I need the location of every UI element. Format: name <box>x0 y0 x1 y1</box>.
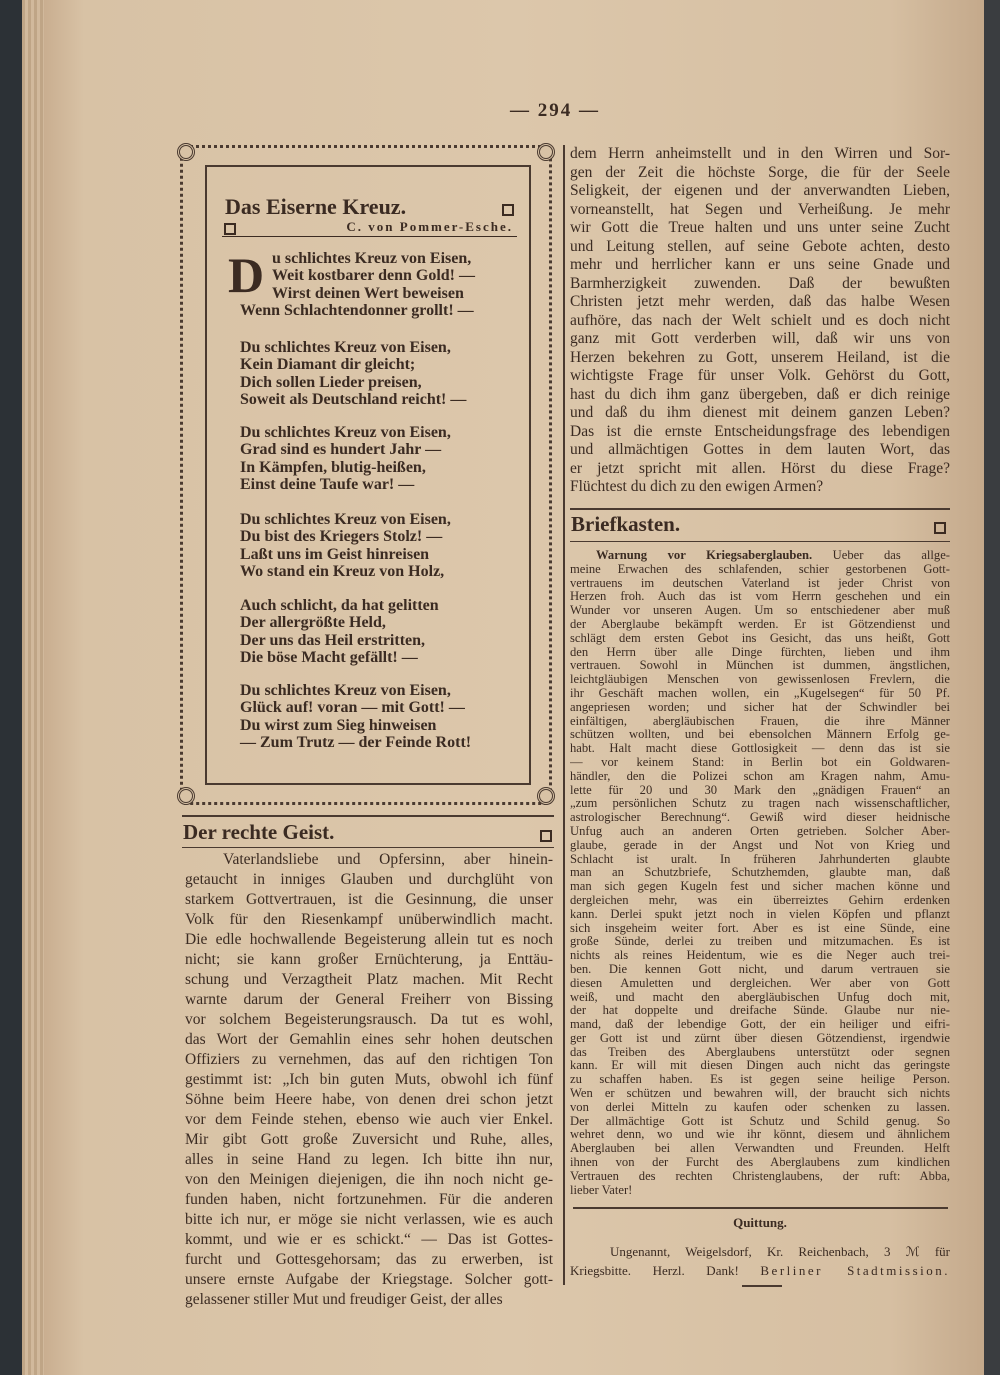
text-line: von den Meinigen diejenigen, die ihn noch nicht ge- <box>185 1171 553 1188</box>
text-line: sich insgeheim weiter fort. Aber es ist eine Sünde, eine <box>570 921 950 935</box>
text-line: habt. Halt macht diese Gottlosigkeit — denn das ist sie <box>570 742 950 756</box>
end-rule <box>742 1285 782 1287</box>
quittung-line: Ungenannt, Weigelsdorf, Kr. Reichenbach, 3 ℳ für <box>610 1244 950 1259</box>
text-line: von derlei Mitteln zu kaufen oder schenken zu lassen. <box>570 1100 950 1114</box>
text-line: und Leitung stellen, auf seine Gebote achten, desto <box>570 237 950 255</box>
text-line-rest: Ueber das allge- <box>812 549 950 562</box>
text-line: ger Gott ist und zürnt über diesen Götzendienst, irgendwie <box>570 1031 950 1045</box>
text-line: Vaterlandsliebe und Opfersinn, aber hinein- <box>223 851 553 868</box>
poem-line: Der allergrößte Held, <box>240 614 386 632</box>
text-line: gen der Zeit die höchste Sorge, die für der Seele <box>570 163 950 181</box>
text-line: schlägt dem ersten Gebot ins Gesicht, das uns heißt, Gott <box>570 631 950 645</box>
poem-line: Du schlichtes Kreuz von Eisen, <box>240 424 451 441</box>
poem-line: Grad sind es hundert Jahr — <box>240 441 442 459</box>
poem-line: Der uns das Heil erstritten, <box>240 631 426 649</box>
text-line: Die edle hochwallende Begeisterung allein tut es noch <box>185 931 553 948</box>
quittung-body <box>570 1242 950 1280</box>
text-line: wehret denn, wo und wie ihr könnt, diesem und ähnlichem <box>570 1128 950 1142</box>
text-line: nicht; sie kann großer Ernüchterung, ja Enttäu- <box>185 951 553 968</box>
text-line: bitte ich nur, er möge sie nicht verlassen, wie es auch <box>185 1211 553 1228</box>
poem-title-rule <box>222 236 517 237</box>
text-line: Barmherzigkeit zuwenden. Daß der bewußten <box>570 274 950 292</box>
text-line: leichtgläubigen Menschen von gewissenlosen Frevlern, die <box>570 673 950 687</box>
text-line: „zum persönlichen Schutz zu tragen nach wissenschaftlicher, <box>570 797 950 811</box>
page-edges <box>22 0 46 1375</box>
text-line: lette für 20 und 30 Mark den „gnädigen Frauen“ an <box>570 783 950 797</box>
text-line: weiß, und macht den abergläubischen Unfug doch mit, <box>570 990 950 1004</box>
poem-line: Dich sollen Lieder preisen, <box>240 373 422 391</box>
text-line: kommt, und wie er es schickt.“ — Das ist Gottes- <box>185 1231 553 1248</box>
text-line: Mir gibt Gott große Zuversicht und Ruhe, alles, <box>185 1131 553 1148</box>
quittung-thanks: Kriegsbitte. Herzl. Dank! <box>570 1263 739 1278</box>
poem-line: Du schlichtes Kreuz von Eisen, <box>240 339 451 356</box>
square-ornament-icon <box>502 204 514 216</box>
text-line: zu schaffen haben. Es ist gegen seine heilige Person. <box>570 1073 950 1087</box>
section-rule <box>570 508 950 510</box>
text-line: vorneanstellt, hat Segen und Verheißung. Je mehr <box>570 200 950 218</box>
square-ornament-icon <box>934 522 946 534</box>
text-line: — vor keinem Stand: in Berlin bot ein Goldwaren- <box>570 755 950 769</box>
text-line: Wen er schützen und bewahren will, der braucht sich nichts <box>570 1087 950 1101</box>
text-line: gelassener stiller Mut und freudiger Geist, der alles <box>185 1291 503 1308</box>
text-line: große Sünde, derlei zu treiben und mitzumachen. Es ist <box>570 935 950 949</box>
text-line: Herzen froh. Auch das ist vom Herrn geschehen und ein <box>570 590 950 604</box>
text-line: Unfug auch an anderen Orten getrieben. Solcher Aber- <box>570 824 950 838</box>
section-title-briefkasten: Briefkasten. <box>571 512 681 536</box>
poem-line: Wo stand ein Kreuz von Holz, <box>240 562 445 580</box>
poem-line: Kein Diamant dir gleicht; <box>240 356 416 374</box>
text-line: gestimmt ist: „Ich bin guten Muts, obwohl ich fünf <box>185 1071 553 1088</box>
text-line: Herzen bekehren zu Gott, unserem Heiland, ist die <box>570 348 950 366</box>
text-line: schützen wollten, und bei ebensolchen Männern Erfolg ge- <box>570 728 950 742</box>
text-line: der hat doppelte und dreifache Sünde. Glaube nur nie- <box>570 1004 950 1018</box>
poem-line: Glück auf! voran — mit Gott! — <box>240 699 465 717</box>
briefkasten-lead: Warnung vor Kriegsaberglauben. <box>596 549 813 562</box>
text-line: einfältigen, abergläubischen Frauen, die ihre Männer <box>570 714 950 728</box>
text-line: Schlacht ist uralt. In früheren Jahrhunderten glaubte <box>570 852 950 866</box>
text-line: Aberglauben bei allen Verwandten und Freunden. Helft <box>570 1142 950 1156</box>
frame-rosette-icon <box>537 787 555 805</box>
poem-title: Das Eiserne Kreuz. <box>225 194 407 219</box>
text-line: lieber Vater! <box>570 1183 633 1197</box>
text-line: astrologischer Berechnung“. Gewiß wird dieser heidnische <box>570 811 950 825</box>
text-line: händler, den die Polizei schon am Kragen nahm, Amu- <box>570 769 950 783</box>
text-line: meine Erwachen des schlafenden, schier gestorbenen Gott- <box>570 562 950 576</box>
text-line: Das ist die ernste Entscheidungsfrage des lebendigen <box>570 422 950 440</box>
text-line: Vertrauen des rechten Christenglaubens, der ruft: Abba, <box>570 1169 950 1183</box>
section-rule <box>573 1207 948 1209</box>
poem-stanza <box>240 597 439 666</box>
poem-line: Auch schlicht, da hat gelitten <box>240 597 439 614</box>
section-rule <box>570 541 950 542</box>
poem-line: — Zum Trutz — der Feinde Rott! <box>240 733 472 751</box>
quittung-line <box>570 1261 950 1280</box>
text-line: ihnen von der Furcht des Aberglaubens zum kindlichen <box>570 1156 950 1170</box>
text-line: unsere ernste Aufgabe der Kriegstage. Solcher gott- <box>185 1271 553 1288</box>
poem-line: Du schlichtes Kreuz von Eisen, <box>240 682 451 699</box>
text-line: mehr und herrlicher kann er uns seine Gnade und <box>570 256 950 273</box>
text-line: ganz mit Gott verderben will, daß wir uns von <box>570 330 950 347</box>
text-line: Der allmächtige Gott ist Schutz und Schild genug. So <box>570 1114 950 1128</box>
text-line: warnte darum der General Freiherr von Bissing <box>185 991 553 1008</box>
text-line: angepriesen worden; und sicher hat der Schwindler bei <box>570 700 950 714</box>
poem-stanza <box>240 424 451 493</box>
rechte-geist-body <box>185 850 553 1310</box>
book-right-edge <box>984 0 1000 1375</box>
text-line: funden haben, nicht fortzunehmen. Für die anderen <box>185 1191 553 1208</box>
text-line: man an Schutzbriefe, Schutzhemden, glaubte man, daß <box>570 866 950 880</box>
section-title-rechte-geist: Der rechte Geist. <box>183 820 335 844</box>
text-line: vor solchem Begeisterungsrausch. Da tut es wohl, <box>185 1011 553 1028</box>
text-line: Volk für den Riesenkampf unüberwindlich macht. <box>185 911 553 928</box>
continued-body <box>570 145 950 497</box>
text-line: vor dem Feinde stehen, ebenso wie auch vier Enkel. <box>185 1111 553 1128</box>
text-line: der Aberglaube bekämpft werden. Er ist Götzendienst und <box>570 617 950 631</box>
poem-line: Du wirst zum Sieg hinweisen <box>240 716 437 734</box>
text-line: schung und Verzagtheit Platz machen. Mit Recht <box>185 971 553 988</box>
poem-line: Du schlichtes Kreuz von Eisen, <box>240 511 451 528</box>
poem-author: C. von Pommer-Esche. <box>346 219 513 234</box>
text-line: das Wort der Gemahlin eines sehr hohen deutschen <box>185 1031 553 1048</box>
text-line: er jetzt spricht mit allen. Hörst du diese Frage? <box>570 459 950 477</box>
text-line: glaube, gerade in der Angst und Not von Krieg und <box>570 838 950 852</box>
text-line: kann. Derlei spukt jetzt noch in vielen Köpfen und pflanzt <box>570 907 950 921</box>
poem-line: u schlichtes Kreuz von Eisen, <box>272 250 472 267</box>
page-number: — 294 — <box>510 100 600 121</box>
text-line: hast du dich ihm ganz übergeben, daß er dich reinige <box>570 385 950 403</box>
text-line: ihr Geschäft machen wollen, ein „Kugelsegen“ für 50 Pf. <box>570 686 950 700</box>
text-line: wir Gott die Treue halten und uns unter seine Zucht <box>570 219 950 236</box>
text-line: aufhöre, das nach der Welt schielt und es doch nicht <box>570 311 950 329</box>
text-line: Offiziers zu vernehmen, das auf den richtigen Ton <box>185 1051 553 1068</box>
text-line: und allmächtigen Gottes in dem lauten Wort, das <box>570 441 950 458</box>
text-line: und daß du ihm dienest mit deinem ganzen Leben? <box>570 404 950 421</box>
drop-cap: D <box>228 247 265 303</box>
book-spine <box>0 0 22 1375</box>
section-rule <box>182 815 554 817</box>
text-line: wichtigste Frage für unser Volk. Gehörst du Gott, <box>570 367 950 384</box>
text-line: das Treiben des Aberglaubens unterstützt oder segnen <box>570 1045 950 1059</box>
text-line: Söhne beim Heere habe, von denen drei schon jetzt <box>185 1091 553 1108</box>
poem-stanza <box>240 250 475 319</box>
text-line: starkem Gottvertrauen, ist die Gesinnung, die unser <box>185 891 553 908</box>
quittung-title: Quittung. <box>733 1215 787 1230</box>
poem-line: Einst deine Taufe war! — <box>240 475 415 493</box>
text-line: mand, daß der lebendige Gott, der ein heiliger und eifri- <box>570 1018 950 1032</box>
poem-stanza <box>240 511 451 580</box>
poem-line: Die böse Macht gefällt! — <box>240 648 418 666</box>
text-line: Christen jetzt mehr werden, daß das halbe Wesen <box>570 293 950 310</box>
text-line: dergleichen mehr, was ein überreiztes Gehirn erdenken <box>570 893 950 907</box>
text-line: Wunder vor unseren Augen. Um so entschiedener aber muß <box>570 604 950 618</box>
poem-stanza <box>240 682 471 751</box>
poem-line: Soweit als Deutschland reicht! — <box>240 390 467 408</box>
frame-rosette-icon <box>537 143 555 161</box>
text-line: getaucht in inniges Glauben und durchglüht von <box>185 871 553 888</box>
text-line: Seligkeit, der eigenen und der anverwandten Lieben, <box>570 182 950 199</box>
briefkasten-body <box>570 549 950 1197</box>
column-divider <box>563 145 565 1285</box>
square-ornament-icon <box>540 830 552 842</box>
text-line <box>570 549 950 563</box>
poem-line: Weit kostbarer denn Gold! — <box>272 267 475 285</box>
poem-stanza <box>240 339 466 408</box>
text-line: man sich gegen Kugeln fest und sicher machen könne und <box>570 880 950 894</box>
text-line: dem Herrn anheimstellt und in den Wirren und Sor- <box>570 145 950 162</box>
text-line: Flüchtest du dich zu den ewigen Armen? <box>570 478 824 495</box>
poem-line: In Kämpfen, blutig-heißen, <box>240 458 426 476</box>
text-line: diesen Amuletten und dergleichen. Wer aber von Gott <box>570 976 950 990</box>
section-rule <box>182 847 554 848</box>
poem-line: Wenn Schlachtendonner grollt! — <box>240 301 474 319</box>
poem-line: Wirst deinen Wert beweisen <box>272 284 464 302</box>
text-line: vertrauens im deutschen Vaterland ist jeder Christ von <box>570 576 950 590</box>
quittung-signature: Berliner Stadtmission. <box>760 1263 950 1278</box>
text-line: nichts als reines Heidentum, wie es die Neger auch trei- <box>570 949 950 963</box>
poem-line: Laßt uns im Geist hinreisen <box>240 545 430 563</box>
square-ornament-icon <box>224 223 236 235</box>
frame-rosette-icon <box>177 143 195 161</box>
text-line: alles in seine Hand zu legen. Ich bitte ihn nur, <box>185 1151 553 1168</box>
text-line: vertrauen. Sowohl in München ist dummen, ängstlichen, <box>570 659 950 673</box>
text-line: ben. Die kennen Gott nicht, und darum vertrauen sie <box>570 962 950 976</box>
frame-rosette-icon <box>177 787 195 805</box>
poem-line: Du bist des Kriegers Stolz! — <box>240 528 443 546</box>
text-line: furcht und Gottesgehorsam; das zu erwerben, ist <box>185 1251 553 1268</box>
text-line: kann. Er will mit diesen Dingen auch nicht das geringste <box>570 1059 950 1073</box>
text-line: den Herrn über alle Dinge fürchten, lieben und ihm <box>570 645 950 659</box>
